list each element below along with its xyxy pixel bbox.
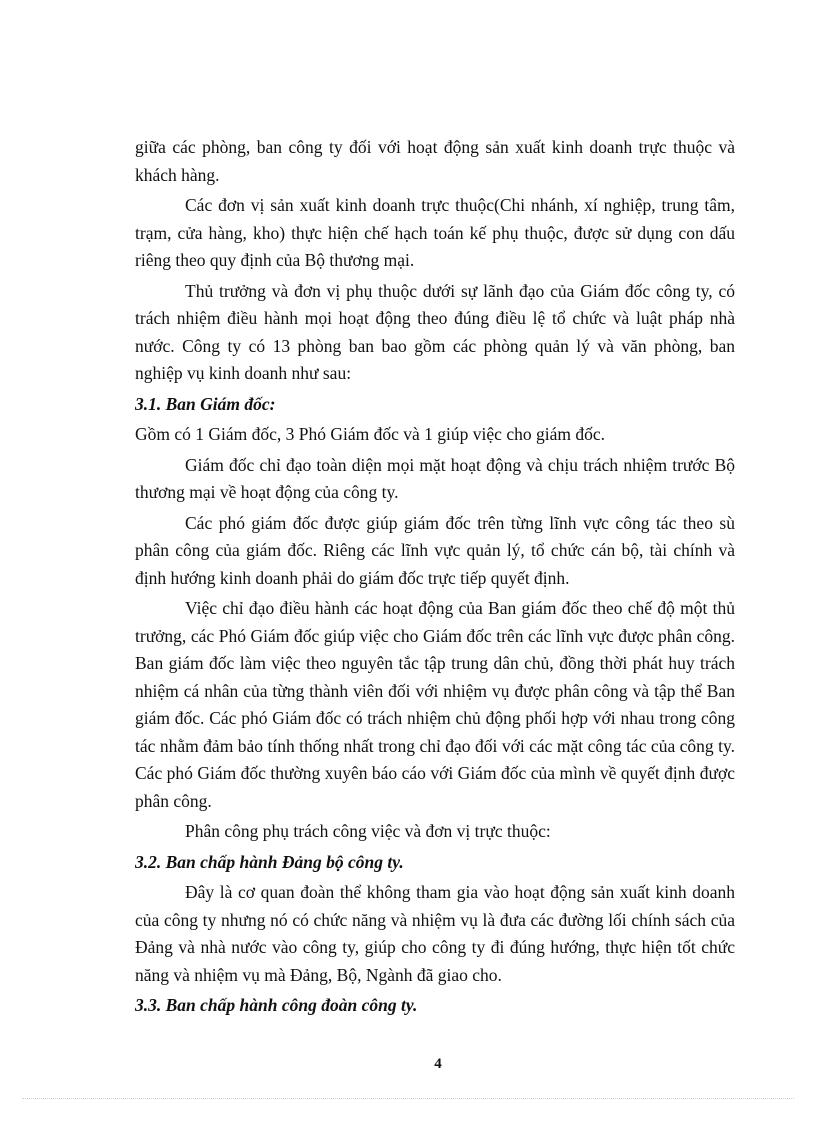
paragraph-2: Các đơn vị sản xuất kinh doanh trực thuộc(Chi nhánh, xí nghiệp, trung tâm, trạm, cửa hàng, kho) thực hiện chế hạch toán kế phụ thuộc, được sử dụng con dấu riêng theo quy định của Bộ thương mại. [135,195,735,270]
footer-divider [22,1098,794,1099]
section-heading-3-1: 3.1. Ban Giám đốc: [135,393,276,414]
section-heading-3-3: 3.3. Ban chấp hành công đoàn công ty. [135,995,418,1015]
section-heading-3-2: 3.2. Ban chấp hành Đảng bộ công ty. [135,851,404,872]
paragraph-7: Việc chỉ đạo điều hành các hoạt động của Ban giám đốc theo chế độ một thủ trưởng, các Phó Giám đốc giúp việc cho Giám đốc trên các lĩnh vực được phân công. Ban giám đốc làm việc theo nguyên tắc tập trung dân chủ, đồng thời phát huy trách nhiệm cá nhân của từng thành viên đối với nhiệm vụ được phân công và tập thể Ban giám đốc. Các phó Giám đốc có trách nhiệm chủ động phối hợp với nhau trong công tác nhằm đảm bảo tính thống nhất trong chỉ đạo đối với các mặt công tác của công ty. Các phó Giám đốc thường xuyên báo cáo với Giám đốc của mình về quyết định được phân công. [135,598,735,811]
paragraph-6: Các phó giám đốc được giúp giám đốc trên từng lĩnh vực công tác theo sù phân công của giám đốc. Riêng các lĩnh vực quản lý, tổ chức cán bộ, tài chính và định hướng kinh doanh phải do giám đốc trực tiếp quyết định. [135,512,735,588]
paragraph-5: Giám đốc chỉ đạo toàn diện mọi mặt hoạt động và chịu trách nhiệm trước Bộ thương mại về hoạt động của công ty. [135,454,735,502]
paragraph-3: Thủ trưởng và đơn vị phụ thuộc dưới sự lãnh đạo của Giám đốc công ty, có trách nhiệm điều hành mọi hoạt động theo đúng điều lệ tổ chức và luật pháp nhà nước. Công ty có 13 phòng ban bao gồm các phòng quản lý và văn phòng, ban nghiệp vụ kinh doanh như sau: [135,280,735,383]
document-body [135,134,735,1023]
paragraph-1: giữa các phòng, ban công ty đối với hoạt động sản xuất kinh doanh trực thuộc và khách hàng. [135,137,735,185]
page-number: 4 [434,1056,442,1072]
paragraph-9: Đây là cơ quan đoàn thể không tham gia vào hoạt động sản xuất kinh doanh của công ty nhưng nó có chức năng và nhiệm vụ là đưa các đường lối chính sách của Đảng và nhà nước vào công ty, giúp cho công ty đi đúng hướng, thực hiện tốt chức năng và nhiệm vụ mà Đảng, Bộ, Ngành đã giao cho. [135,882,735,985]
paragraph-4: Gồm có 1 Giám đốc, 3 Phó Giám đốc và 1 giúp việc cho giám đốc. [135,424,605,444]
paragraph-8: Phân công phụ trách công việc và đơn vị trực thuộc: [185,821,551,841]
